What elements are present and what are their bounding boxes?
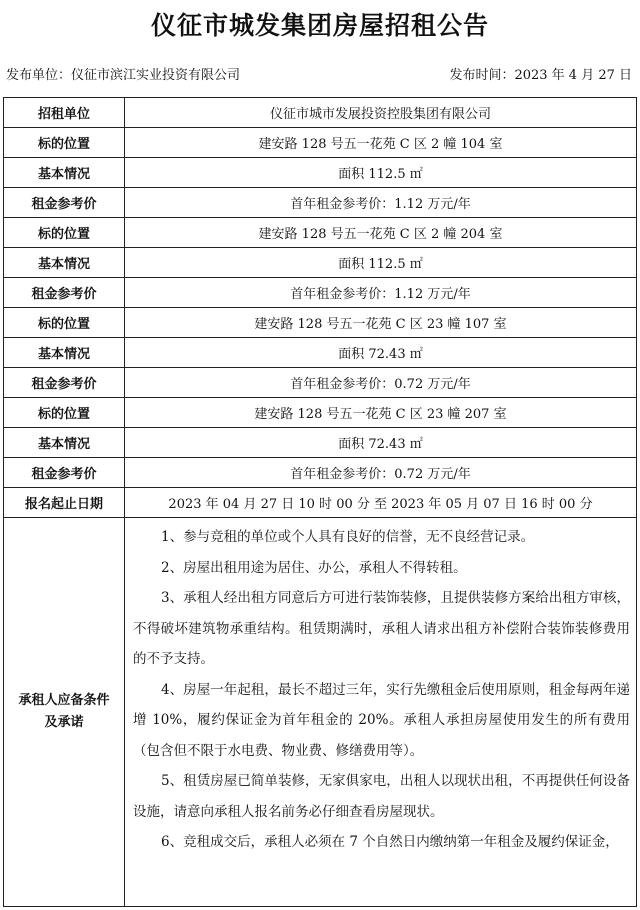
row-value: 建安路 128 号五一花苑 C 区 2 幢 204 室 xyxy=(125,218,637,248)
row-label: 报名起止日期 xyxy=(4,488,125,518)
row-label: 基本情况 xyxy=(4,428,125,458)
terms-label-line: 及承诺 xyxy=(44,715,84,730)
table-row xyxy=(4,428,637,458)
row-label: 标的位置 xyxy=(4,308,125,338)
table-row xyxy=(4,218,637,248)
row-value: 首年租金参考价：0.72 万元/年 xyxy=(125,458,637,488)
row-value: 建安路 128 号五一花苑 C 区 2 幢 104 室 xyxy=(125,128,637,158)
table-row xyxy=(4,158,637,188)
row-label: 标的位置 xyxy=(4,128,125,158)
row-label: 招租单位 xyxy=(4,98,125,128)
row-label: 标的位置 xyxy=(4,218,125,248)
row-value: 建安路 128 号五一花苑 C 区 23 幢 107 室 xyxy=(125,308,637,338)
terms-item: 3、承租人经出租方同意后方可进行装饰装修，且提供装修方案给出租方审核，不得破坏建筑物承重结构。租赁期满时，承租人请求出租方补偿附合装饰装修费用的不予支持。 xyxy=(133,590,630,667)
row-value: 建安路 128 号五一花苑 C 区 23 幢 207 室 xyxy=(125,398,637,428)
terms-item: 1、参与竞租的单位或个人具有良好的信誉，无不良经营记录。 xyxy=(161,529,535,545)
terms-item: 5、租赁房屋已简单装修，无家俱家电，出租人以现状出租，不再提供任何设备设施，请意向承租人报名前务必仔细查看房屋现状。 xyxy=(133,773,630,820)
terms-row xyxy=(4,518,637,907)
row-value: 面积 112.5 ㎡ xyxy=(125,248,637,278)
terms-item: 4、房屋一年起租，最长不超过三年，实行先缴租金后使用原则，租金每两年递增 10%，履约保证金为首年租金的 20%。承租人承担房屋使用发生的所有费用（包含但不限于水电费、物业费、修缮费用等）。 xyxy=(133,681,630,759)
terms-item: 2、房屋出租用途为居住、办公，承租人不得转租。 xyxy=(161,559,467,576)
publisher-line: 发布单位：仪征市滨江实业投资有限公司 xyxy=(6,68,241,83)
table-row xyxy=(4,368,637,398)
row-label: 租金参考价 xyxy=(4,458,125,488)
row-value: 2023 年 04 月 27 日 10 时 00 分 至 2023 年 05 月 07 日 16 时 00 分 xyxy=(125,488,637,518)
row-label: 基本情况 xyxy=(4,158,125,188)
terms-body xyxy=(125,518,636,858)
table-row xyxy=(4,188,637,218)
table-row xyxy=(4,488,637,518)
table-row xyxy=(4,398,637,428)
row-value: 面积 112.5 ㎡ xyxy=(125,158,637,188)
row-label: 租金参考价 xyxy=(4,368,125,398)
row-value: 仪征市城市发展投资控股集团有限公司 xyxy=(125,98,637,128)
table-row xyxy=(4,248,637,278)
table-row xyxy=(4,338,637,368)
row-value: 首年租金参考价：1.12 万元/年 xyxy=(125,188,637,218)
row-label: 基本情况 xyxy=(4,338,125,368)
table-row xyxy=(4,308,637,338)
row-label: 标的位置 xyxy=(4,398,125,428)
terms-item: 6、竞租成交后，承租人必须在 7 个自然日内缴纳第一年租金及履约保证金， xyxy=(161,834,619,850)
row-label: 租金参考价 xyxy=(4,278,125,308)
publish-time: 发布时间：2023 年 4 月 27 日 xyxy=(449,68,632,83)
row-label: 租金参考价 xyxy=(4,188,125,218)
table-row xyxy=(4,98,637,128)
terms-label-line: 承租人应备条件 xyxy=(18,693,110,708)
row-value: 面积 72.43 ㎡ xyxy=(125,338,637,368)
row-value: 面积 72.43 ㎡ xyxy=(125,428,637,458)
page-title: 仪征市城发集团房屋招租公告 xyxy=(150,11,489,40)
table-row xyxy=(4,278,637,308)
terms-label xyxy=(4,518,125,907)
table-row xyxy=(4,458,637,488)
table-row xyxy=(4,128,637,158)
notice-table xyxy=(3,97,637,907)
row-value: 首年租金参考价：1.12 万元/年 xyxy=(125,278,637,308)
terms-body-cell xyxy=(125,518,637,907)
row-value: 首年租金参考价：0.72 万元/年 xyxy=(125,368,637,398)
row-label: 基本情况 xyxy=(4,248,125,278)
